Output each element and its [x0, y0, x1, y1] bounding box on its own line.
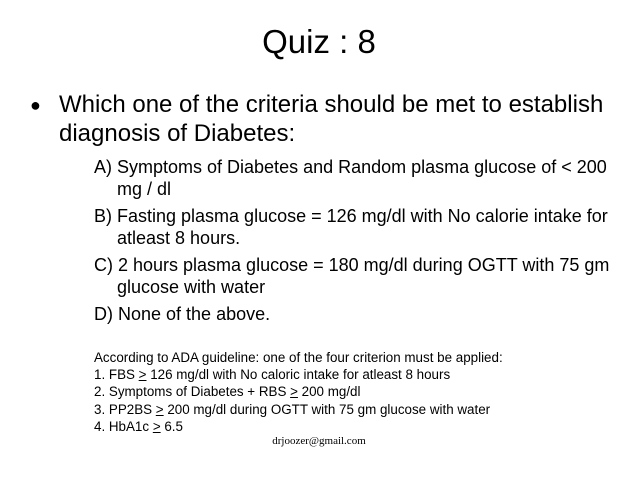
note-item-3: 3. PP2BS > 200 mg/dl during OGTT with 75 gm glucose with water — [94, 401, 491, 417]
option-b: B) Fasting plasma glucose = 126 mg/dl with No calorie intake for atleast 8 hours. — [94, 206, 608, 248]
note-item-1: 1. FBS > 126 mg/dl with No caloric intake for atleast 8 hours — [94, 367, 451, 383]
question — [30, 90, 620, 148]
note-heading: According to ADA guideline: one of the four criterion must be applied: — [94, 350, 503, 365]
ada-guideline-note — [94, 349, 614, 435]
gte-symbol: > — [155, 401, 164, 417]
note-item-4: 4. HbA1c > 6.5 — [94, 418, 183, 434]
option-d: D) None of the above. — [94, 304, 271, 324]
footer-email: drjoozer@gmail.com — [272, 435, 366, 447]
note-item-2: 2. Symptoms of Diabetes + RBS > 200 mg/dl — [94, 384, 361, 400]
bullet-icon: ● — [30, 95, 41, 115]
slide-title: Quiz : 8 — [262, 23, 376, 60]
option-c: C) 2 hours plasma glucose = 180 mg/dl during OGTT with 75 gm glucose with water — [94, 255, 610, 297]
option-a: A) Symptoms of Diabetes and Random plasma glucose of < 200 mg / dl — [94, 157, 607, 199]
gte-symbol: > — [152, 418, 161, 434]
question-text: Which one of the criteria should be met to establish diagnosis of Diabetes: — [59, 91, 604, 147]
gte-symbol: > — [138, 367, 147, 383]
answer-options — [94, 156, 614, 330]
gte-symbol: > — [290, 384, 298, 400]
